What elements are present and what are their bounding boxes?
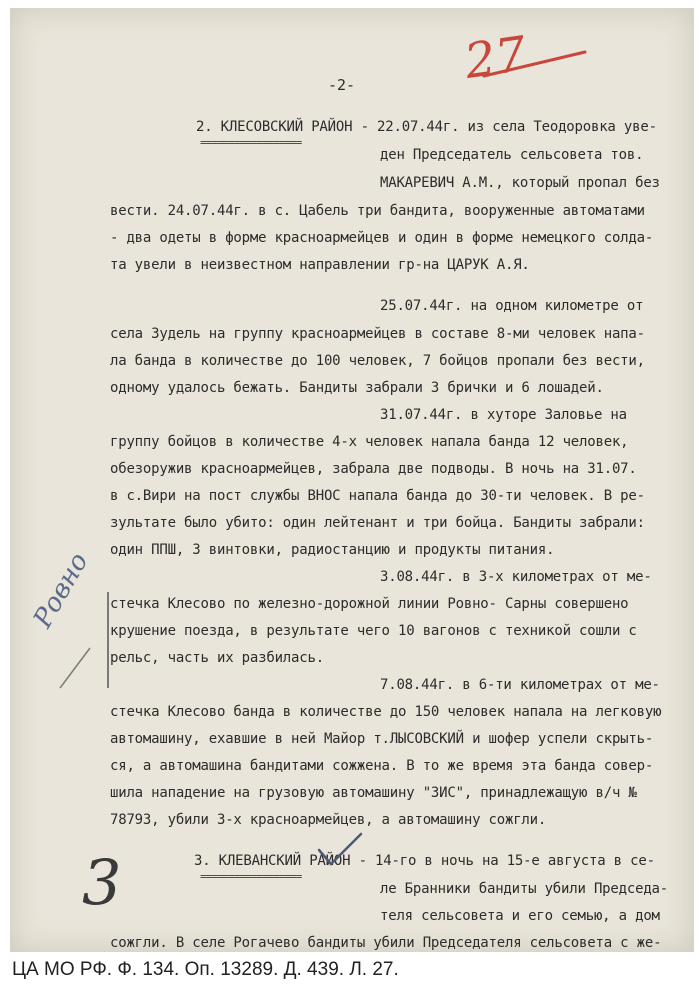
line-27: 3. КЛЕВАНСКИЙ РАЙОН - 14-го в ночь на 15-е августа в се- bbox=[194, 853, 655, 869]
line-20: рельс, часть их разбилась. bbox=[110, 650, 324, 666]
line-29: теля сельсовета и его семью, а дом bbox=[380, 908, 660, 924]
line-2: ден Председатель сельсовета тов. bbox=[380, 147, 644, 163]
line-3: МАКАРЕВИЧ А.М., который пропал без bbox=[380, 175, 660, 191]
line-23: автомашину, ехавшие в ней Майор т.ЛЫСОВСКИЙ и шофер успели скрыть- bbox=[110, 731, 654, 747]
line-22: стечка Клесово банда в количестве до 150 человек напала на легковую bbox=[110, 704, 662, 720]
line-10: одному удалось бежать. Бандиты забрали 3 брички и 6 лошадей. bbox=[110, 380, 604, 396]
line-17: 3.08.44г. в 3-х километрах от ме- bbox=[380, 569, 652, 585]
line-6: та увели в неизвестном направлении гр-на ЦАРУК А.Я. bbox=[110, 257, 530, 273]
line-25: шила нападение на грузовую автомашину "ЗИС", принадлежащую в/ч № bbox=[110, 785, 637, 801]
line-12: группу бойцов в количестве 4-х человек напала банда 12 человек, bbox=[110, 434, 629, 450]
line-13: обезоружив красноармейцев, забрала две подводы. В ночь на 31.07. bbox=[110, 461, 637, 477]
line-8: села Зудель на группу красноармейцев в составе 8-ми человек напа- bbox=[110, 326, 645, 342]
line-7: 25.07.44г. на одном километре от bbox=[380, 298, 644, 314]
line-21: 7.08.44г. в 6-ти километрах от ме- bbox=[380, 677, 660, 693]
line-15: зультате было убито: один лейтенант и три бойца. Бандиты забрали: bbox=[110, 515, 645, 531]
line-18: стечка Клесово по железно-дорожной линии Ровно- Сарны совершено bbox=[110, 596, 629, 612]
line-16: один ППШ, 3 винтовки, радиостанцию и продукты питания. bbox=[110, 542, 555, 558]
margin-number: 3 bbox=[82, 846, 122, 919]
line-5: - два одеты в форме красноармейцев и один в форме немецкого солда- bbox=[110, 230, 654, 246]
margin-bracket-icon bbox=[50, 588, 120, 698]
archive-page-mark: 27 bbox=[461, 26, 530, 90]
line-26: 78793, убили 3-х красноармейцев, а автомашину сожгли. bbox=[110, 812, 547, 828]
section-underline: ================== bbox=[200, 136, 302, 149]
line-14: в с.Вири на пост службы ВНОС напала банда до 30-ти человек. В ре- bbox=[110, 488, 645, 504]
document-page bbox=[10, 8, 694, 952]
line-11: 31.07.44г. в хуторе Заловье на bbox=[380, 407, 627, 423]
archive-reference-caption: ЦА МО РФ. Ф. 134. Оп. 13289. Д. 439. Л. 27. bbox=[0, 952, 700, 987]
line-9: ла банда в количестве до 100 человек, 7 бойцов пропали без вести, bbox=[110, 353, 645, 369]
checkmark-icon bbox=[315, 830, 365, 870]
page-number: -2- bbox=[328, 76, 356, 94]
line-28: ле Бранники бандиты убили Председа- bbox=[380, 881, 669, 897]
line-1: 2. КЛЕСОВСКИЙ РАЙОН - 22.07.44г. из села Теодоровка уве- bbox=[196, 119, 657, 135]
margin-note: Ровно bbox=[28, 547, 95, 633]
line-30: сожгли. В селе Рогачево бандиты убили Председателя сельсовета с же- bbox=[110, 935, 662, 951]
line-24: ся, а автомашина бандитами сожжена. В то же время эта банда совер- bbox=[110, 758, 654, 774]
line-19: крушение поезда, в результате чего 10 вагонов с техникой сошли с bbox=[110, 623, 637, 639]
archive-mark-stroke-icon bbox=[480, 46, 590, 86]
line-4: вести. 24.07.44г. в с. Цабель три бандита, вооруженные автоматами bbox=[110, 203, 645, 219]
section-underline-2: ================== bbox=[200, 870, 302, 883]
